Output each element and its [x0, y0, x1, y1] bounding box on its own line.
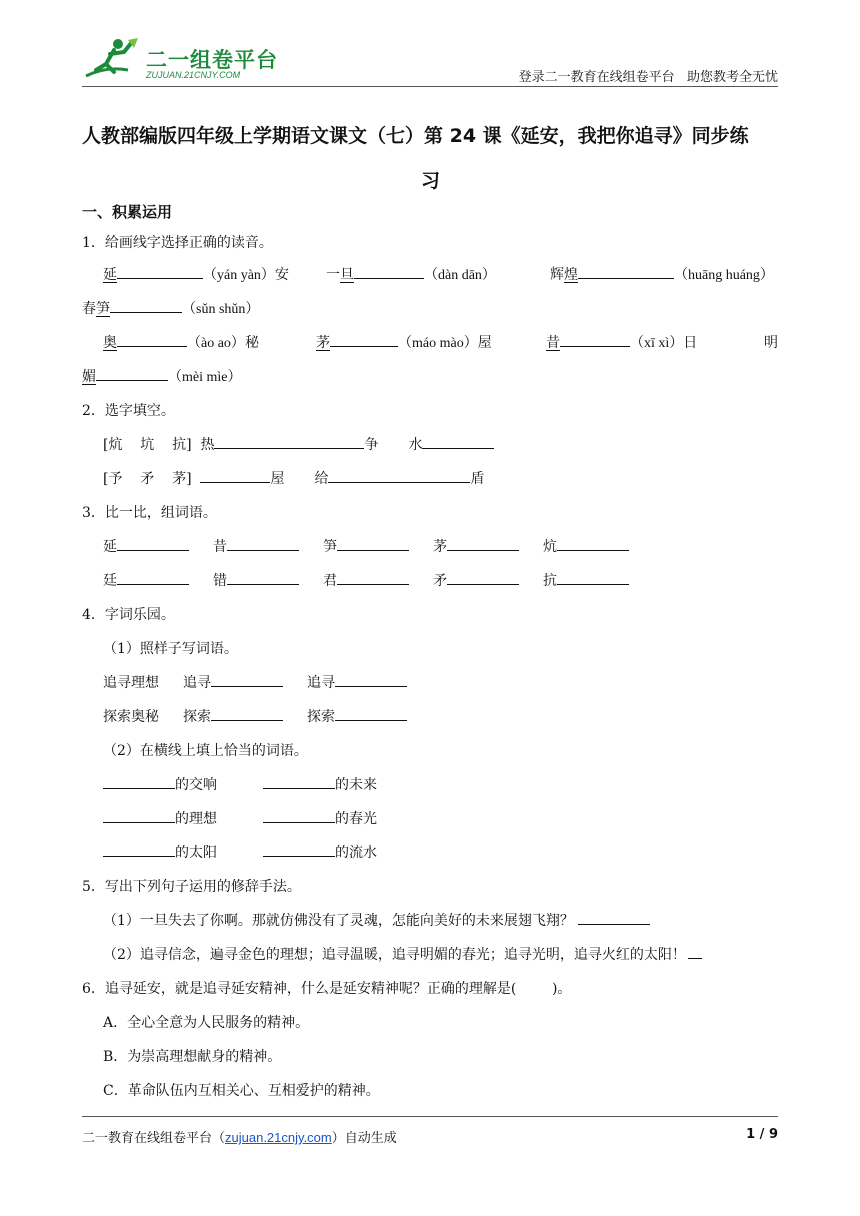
- q1-item: 奥 （ào ao）秘: [103, 332, 259, 352]
- q3-row: 廷 错 君 矛 抗: [103, 570, 629, 590]
- q1-item: 一旦 （dàn dān）: [326, 264, 496, 284]
- q4-row: 追寻理想 追寻 追寻: [103, 672, 407, 692]
- page-number: 1 / 9: [746, 1127, 778, 1142]
- q2-row: [炕 坑 抗] 热 争 水: [103, 434, 494, 454]
- q1-stem: 1．给画线字选择正确的读音。: [82, 235, 273, 251]
- q3-row: 延 昔 笋 茅 炕: [103, 536, 629, 556]
- footer-link[interactable]: zujuan.21cnjy.com: [225, 1130, 332, 1145]
- q6-stem: 6．追寻延安，就是追寻延安精神，什么是延安精神呢？正确的理解是( )。: [82, 981, 572, 997]
- q1-item: 媚 （mèi mìe）: [82, 366, 242, 386]
- q4-sub1: （1）照样子写词语。: [103, 641, 238, 657]
- q5-sentence: （2）追寻信念，遍寻金色的理想；追寻温暖，追寻明媚的春光；追寻光明，追寻火红的太阳！: [103, 944, 702, 964]
- q4-stem: 4．字词乐园。: [82, 607, 175, 623]
- header-divider: [82, 86, 778, 87]
- q5-sentence: （1）一旦失去了你啊。那就仿佛没有了灵魂，怎能向美好的未来展翅飞翔？: [103, 910, 650, 930]
- logo-url: ZUJUAN.21CNJY.COM: [146, 70, 241, 80]
- footer-source: 二一教育在线组卷平台（zujuan.21cnjy.com）自动生成: [82, 1130, 397, 1146]
- q1-item: 昔 （xī xì）日: [546, 332, 697, 352]
- header-slogan: 登录二一教育在线组卷平台 助您教考全无忧: [518, 70, 778, 85]
- q1-item: 辉煌 （huāng huáng）: [550, 264, 774, 284]
- q1-item: 延 （yán yàn）安: [103, 264, 289, 284]
- q6-option-c: C．革命队伍内互相关心、互相爱护的精神。: [103, 1083, 380, 1099]
- q6-option-a: A．全心全意为人民服务的精神。: [103, 1015, 310, 1031]
- q4-fill-row: 的交响 的未来: [103, 774, 377, 794]
- q4-sub2: （2）在横线上填上恰当的词语。: [103, 743, 308, 759]
- q4-fill-row: 的理想 的春光: [103, 808, 377, 828]
- logo-text: 二一组卷平台: [146, 48, 278, 72]
- page-title-line2: 习: [421, 170, 441, 192]
- q1-item: 茅 （máo mào）屋: [316, 332, 492, 352]
- q1-item: 春笋 （sǔn shǔn）: [82, 298, 259, 318]
- logo-runner-icon: [84, 36, 142, 82]
- q3-stem: 3．比一比，组词语。: [82, 505, 217, 521]
- q1-item-before: 明: [764, 335, 778, 351]
- q5-stem: 5．写出下列句子运用的修辞手法。: [82, 879, 301, 895]
- q4-row: 探索奥秘 探索 探索: [103, 706, 407, 726]
- section-heading: 一、积累运用: [82, 203, 173, 221]
- page-title-line1: 人教部编版四年级上学期语文课文（七）第 24 课《延安，我把你追寻》同步练: [82, 125, 749, 147]
- q2-row: [予 矛 茅] 屋 给 盾: [103, 468, 484, 488]
- q4-fill-row: 的太阳 的流水: [103, 842, 377, 862]
- q6-option-b: B．为崇高理想献身的精神。: [103, 1049, 282, 1065]
- q2-stem: 2．选字填空。: [82, 403, 175, 419]
- footer-divider: [82, 1116, 778, 1117]
